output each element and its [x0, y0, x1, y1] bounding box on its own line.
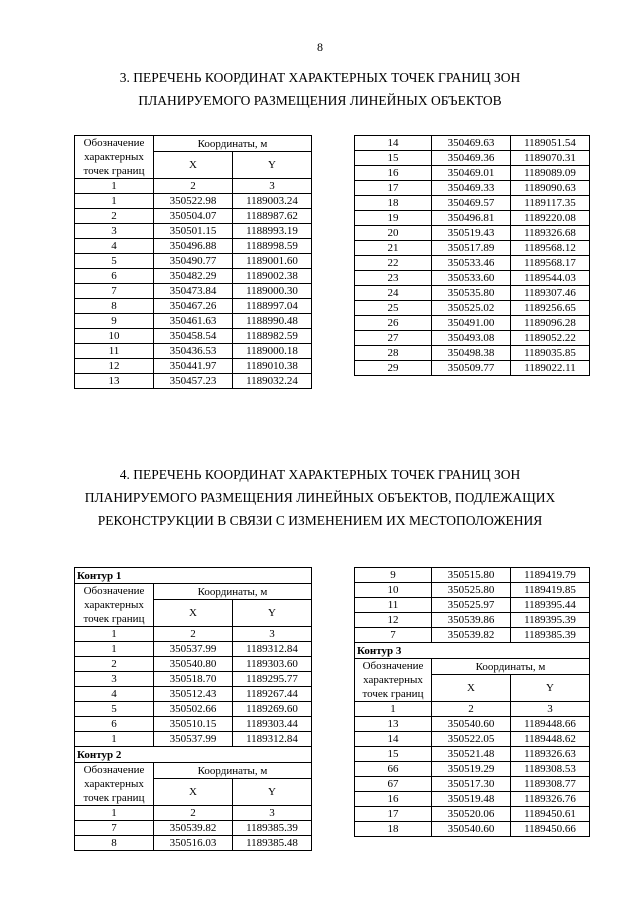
table-row — [355, 747, 590, 762]
table-row — [355, 271, 590, 286]
section3-title-line1: 3. ПЕРЕЧЕНЬ КООРДИНАТ ХАРАКТЕРНЫХ ТОЧЕК ГРАНИЦ ЗОН — [119, 70, 521, 85]
table-row — [355, 717, 590, 732]
y-coordinate-cell: 1189267.44 — [233, 687, 312, 702]
x-coordinate-cell: 350533.46 — [432, 256, 511, 271]
point-id-cell: 25 — [355, 301, 432, 316]
table-row — [355, 762, 590, 777]
point-id-cell: 6 — [75, 717, 154, 732]
point-id-cell: 2 — [75, 657, 154, 672]
table-row — [355, 211, 590, 226]
x-coordinate-cell: 350457.23 — [154, 374, 233, 389]
table-row — [355, 346, 590, 361]
table-row — [75, 299, 312, 314]
point-id-cell: 15 — [355, 151, 432, 166]
c2-header-point-designation — [75, 763, 154, 806]
x-coordinate-cell: 350510.15 — [154, 717, 233, 732]
x-coordinate-cell: 350461.63 — [154, 314, 233, 329]
c2-header-y: Y — [233, 779, 312, 806]
y-coordinate-cell: 1189295.77 — [233, 672, 312, 687]
y-coordinate-cell: 1189326.63 — [511, 747, 590, 762]
x-coordinate-cell: 350498.38 — [432, 346, 511, 361]
x-coordinate-cell: 350501.15 — [154, 224, 233, 239]
table-row — [75, 269, 312, 284]
table-row — [75, 344, 312, 359]
point-id-cell: 12 — [355, 613, 432, 628]
x-coordinate-cell: 350539.82 — [154, 821, 233, 836]
y-coordinate-cell: 1189419.85 — [511, 583, 590, 598]
header-point-designation — [75, 136, 154, 179]
c3-header-point-line1: Обозначение — [362, 660, 424, 672]
x-coordinate-cell: 350493.08 — [432, 331, 511, 346]
header-x: X — [154, 152, 233, 179]
point-id-cell: 8 — [75, 836, 154, 851]
x-coordinate-cell: 350525.97 — [432, 598, 511, 613]
table-row — [75, 732, 312, 747]
c1-header-x: X — [154, 600, 233, 627]
point-id-cell: 29 — [355, 361, 432, 376]
y-coordinate-cell: 1189385.39 — [233, 821, 312, 836]
section4-title-line2: ПЛАНИРУЕМОГО РАЗМЕЩЕНИЯ ЛИНЕЙНЫХ ОБЪЕКТОВ, ПОДЛЕЖАЩИХ — [84, 490, 556, 505]
x-coordinate-cell: 350540.80 — [154, 657, 233, 672]
point-id-cell: 17 — [355, 807, 432, 822]
point-id-cell: 28 — [355, 346, 432, 361]
x-coordinate-cell: 350458.54 — [154, 329, 233, 344]
point-id-cell: 4 — [75, 239, 154, 254]
point-id-cell: 21 — [355, 241, 432, 256]
x-coordinate-cell: 350473.84 — [154, 284, 233, 299]
section4-title-line3: РЕКОНСТРУКЦИИ В СВЯЗИ С ИЗМЕНЕНИЕМ ИХ МЕСТОПОЛОЖЕНИЯ — [97, 513, 543, 528]
y-coordinate-cell: 1189001.60 — [233, 254, 312, 269]
y-coordinate-cell: 1189096.28 — [511, 316, 590, 331]
x-coordinate-cell: 350504.07 — [154, 209, 233, 224]
c3-header-coordinates: Координаты, м — [432, 659, 590, 675]
point-id-cell: 23 — [355, 271, 432, 286]
point-id-cell: 9 — [75, 314, 154, 329]
table-row — [75, 836, 312, 851]
header-coordinates: Координаты, м — [154, 136, 312, 152]
x-coordinate-cell: 350496.81 — [432, 211, 511, 226]
c1-header-point-designation — [75, 584, 154, 627]
y-coordinate-cell: 1189326.76 — [511, 792, 590, 807]
y-coordinate-cell: 1189051.54 — [511, 136, 590, 151]
x-coordinate-cell: 350519.48 — [432, 792, 511, 807]
section3-table-right — [354, 135, 590, 376]
table-row — [75, 284, 312, 299]
y-coordinate-cell: 1189003.24 — [233, 194, 312, 209]
x-coordinate-cell: 350469.01 — [432, 166, 511, 181]
y-coordinate-cell: 1189312.84 — [233, 732, 312, 747]
point-id-cell: 20 — [355, 226, 432, 241]
header-point-line2: характерных — [84, 151, 144, 163]
y-coordinate-cell: 1189385.48 — [233, 836, 312, 851]
x-coordinate-cell: 350502.66 — [154, 702, 233, 717]
x-coordinate-cell: 350517.30 — [432, 777, 511, 792]
point-id-cell: 13 — [75, 374, 154, 389]
y-coordinate-cell: 1189448.62 — [511, 732, 590, 747]
x-coordinate-cell: 350525.80 — [432, 583, 511, 598]
point-id-cell: 7 — [355, 628, 432, 643]
section4-table-left — [74, 567, 312, 851]
section3-title — [0, 66, 640, 112]
y-coordinate-cell: 1189089.09 — [511, 166, 590, 181]
y-coordinate-cell: 1189010.38 — [233, 359, 312, 374]
y-coordinate-cell: 1189448.66 — [511, 717, 590, 732]
point-id-cell: 5 — [75, 702, 154, 717]
y-coordinate-cell: 1189419.79 — [511, 568, 590, 583]
x-coordinate-cell: 350533.60 — [432, 271, 511, 286]
y-coordinate-cell: 1189303.44 — [233, 717, 312, 732]
point-id-cell: 2 — [75, 209, 154, 224]
x-coordinate-cell: 350436.53 — [154, 344, 233, 359]
c2-header-x: X — [154, 779, 233, 806]
c2-header-num-3: 3 — [233, 806, 312, 821]
y-coordinate-cell: 1189117.35 — [511, 196, 590, 211]
table-row — [355, 822, 590, 837]
y-coordinate-cell: 1189090.63 — [511, 181, 590, 196]
c3-header-num-2: 2 — [432, 702, 511, 717]
y-coordinate-cell: 1188982.59 — [233, 329, 312, 344]
c1-header-coordinates: Координаты, м — [154, 584, 312, 600]
y-coordinate-cell: 1189308.77 — [511, 777, 590, 792]
c2-header-point-line1: Обозначение — [83, 764, 145, 776]
header-point-line3: точек границ — [83, 165, 145, 177]
table-row — [75, 702, 312, 717]
point-id-cell: 13 — [355, 717, 432, 732]
y-coordinate-cell: 1189385.39 — [511, 628, 590, 643]
point-id-cell: 16 — [355, 166, 432, 181]
table-row — [355, 777, 590, 792]
header-num-3: 3 — [233, 179, 312, 194]
point-id-cell: 16 — [355, 792, 432, 807]
c2-header-point-line3: точек границ — [83, 792, 145, 804]
point-id-cell: 7 — [75, 284, 154, 299]
x-coordinate-cell: 350517.89 — [432, 241, 511, 256]
section3-table-left — [74, 135, 312, 389]
point-id-cell: 19 — [355, 211, 432, 226]
x-coordinate-cell: 350469.63 — [432, 136, 511, 151]
section4-title — [0, 463, 640, 532]
table-row — [75, 642, 312, 657]
table-row — [355, 331, 590, 346]
x-coordinate-cell: 350521.48 — [432, 747, 511, 762]
c3-header-point-line2: характерных — [363, 674, 423, 686]
point-id-cell: 14 — [355, 732, 432, 747]
table-row — [75, 687, 312, 702]
point-id-cell: 27 — [355, 331, 432, 346]
point-id-cell: 67 — [355, 777, 432, 792]
point-id-cell: 6 — [75, 269, 154, 284]
table-row — [75, 314, 312, 329]
x-coordinate-cell: 350540.60 — [432, 822, 511, 837]
x-coordinate-cell: 350518.70 — [154, 672, 233, 687]
table-row — [75, 657, 312, 672]
point-id-cell: 3 — [75, 672, 154, 687]
table-row — [355, 196, 590, 211]
point-id-cell: 7 — [75, 821, 154, 836]
point-id-cell: 9 — [355, 568, 432, 583]
point-id-cell: 26 — [355, 316, 432, 331]
table-row — [75, 209, 312, 224]
table-row — [75, 717, 312, 732]
contour3-label: Контур 3 — [355, 643, 590, 659]
header-num-1: 1 — [75, 179, 154, 194]
x-coordinate-cell: 350540.60 — [432, 717, 511, 732]
c2-header-num-1: 1 — [75, 806, 154, 821]
y-coordinate-cell: 1189395.44 — [511, 598, 590, 613]
table-row — [355, 792, 590, 807]
point-id-cell: 5 — [75, 254, 154, 269]
table-row — [355, 732, 590, 747]
point-id-cell: 1 — [75, 732, 154, 747]
c3-header-point-line3: точек границ — [362, 688, 424, 700]
point-id-cell: 10 — [75, 329, 154, 344]
table-row — [355, 316, 590, 331]
table-row — [75, 329, 312, 344]
point-id-cell: 11 — [75, 344, 154, 359]
y-coordinate-cell: 1189032.24 — [233, 374, 312, 389]
point-id-cell: 66 — [355, 762, 432, 777]
point-id-cell: 1 — [75, 642, 154, 657]
point-id-cell: 15 — [355, 747, 432, 762]
point-id-cell: 22 — [355, 256, 432, 271]
section4-title-line1: 4. ПЕРЕЧЕНЬ КООРДИНАТ ХАРАКТЕРНЫХ ТОЧЕК ГРАНИЦ ЗОН — [119, 467, 521, 482]
c1-header-num-3: 3 — [233, 627, 312, 642]
table-row — [355, 301, 590, 316]
c3-header-num-3: 3 — [511, 702, 590, 717]
y-coordinate-cell: 1189326.68 — [511, 226, 590, 241]
y-coordinate-cell: 1188997.04 — [233, 299, 312, 314]
table-row — [355, 286, 590, 301]
table-row — [355, 256, 590, 271]
x-coordinate-cell: 350537.99 — [154, 732, 233, 747]
table-row — [355, 166, 590, 181]
x-coordinate-cell: 350469.36 — [432, 151, 511, 166]
table-row — [355, 583, 590, 598]
x-coordinate-cell: 350516.03 — [154, 836, 233, 851]
table-row — [355, 181, 590, 196]
x-coordinate-cell: 350509.77 — [432, 361, 511, 376]
point-id-cell: 1 — [75, 194, 154, 209]
c3-header-x: X — [432, 675, 511, 702]
c1-header-y: Y — [233, 600, 312, 627]
point-id-cell: 14 — [355, 136, 432, 151]
header-y: Y — [233, 152, 312, 179]
y-coordinate-cell: 1189256.65 — [511, 301, 590, 316]
y-coordinate-cell: 1189035.85 — [511, 346, 590, 361]
y-coordinate-cell: 1189312.84 — [233, 642, 312, 657]
x-coordinate-cell: 350512.43 — [154, 687, 233, 702]
table-row — [75, 672, 312, 687]
point-id-cell: 10 — [355, 583, 432, 598]
point-id-cell: 4 — [75, 687, 154, 702]
y-coordinate-cell: 1189000.30 — [233, 284, 312, 299]
x-coordinate-cell: 350496.88 — [154, 239, 233, 254]
y-coordinate-cell: 1189395.39 — [511, 613, 590, 628]
point-id-cell: 18 — [355, 822, 432, 837]
table-row — [355, 361, 590, 376]
x-coordinate-cell: 350469.57 — [432, 196, 511, 211]
x-coordinate-cell: 350525.02 — [432, 301, 511, 316]
y-coordinate-cell: 1189568.12 — [511, 241, 590, 256]
c3-header-num-1: 1 — [355, 702, 432, 717]
point-id-cell: 18 — [355, 196, 432, 211]
table-row — [355, 613, 590, 628]
y-coordinate-cell: 1189308.53 — [511, 762, 590, 777]
y-coordinate-cell: 1189568.17 — [511, 256, 590, 271]
table-row — [75, 239, 312, 254]
x-coordinate-cell: 350535.80 — [432, 286, 511, 301]
y-coordinate-cell: 1189002.38 — [233, 269, 312, 284]
point-id-cell: 24 — [355, 286, 432, 301]
table-row — [75, 224, 312, 239]
table-row — [355, 151, 590, 166]
table-row — [355, 568, 590, 583]
table-row — [75, 254, 312, 269]
y-coordinate-cell: 1189220.08 — [511, 211, 590, 226]
table-row — [75, 194, 312, 209]
c1-header-point-line1: Обозначение — [83, 585, 145, 597]
table-row — [355, 628, 590, 643]
c1-header-num-1: 1 — [75, 627, 154, 642]
x-coordinate-cell: 350522.05 — [432, 732, 511, 747]
point-id-cell: 3 — [75, 224, 154, 239]
y-coordinate-cell: 1188998.59 — [233, 239, 312, 254]
c1-header-point-line2: характерных — [84, 599, 144, 611]
y-coordinate-cell: 1189000.18 — [233, 344, 312, 359]
x-coordinate-cell: 350469.33 — [432, 181, 511, 196]
point-id-cell: 11 — [355, 598, 432, 613]
section4-table-right — [354, 567, 590, 837]
c3-header-point-designation — [355, 659, 432, 702]
table-row — [75, 359, 312, 374]
contour1-label: Контур 1 — [75, 568, 312, 584]
section3-title-line2: ПЛАНИРУЕМОГО РАЗМЕЩЕНИЯ ЛИНЕЙНЫХ ОБЪЕКТОВ — [138, 93, 502, 108]
c2-header-num-2: 2 — [154, 806, 233, 821]
table-row — [75, 821, 312, 836]
x-coordinate-cell: 350491.00 — [432, 316, 511, 331]
x-coordinate-cell: 350515.80 — [432, 568, 511, 583]
table-row — [355, 598, 590, 613]
y-coordinate-cell: 1189450.66 — [511, 822, 590, 837]
table-row — [355, 807, 590, 822]
c1-header-point-line3: точек границ — [83, 613, 145, 625]
y-coordinate-cell: 1189269.60 — [233, 702, 312, 717]
c2-header-coordinates: Координаты, м — [154, 763, 312, 779]
x-coordinate-cell: 350482.29 — [154, 269, 233, 284]
point-id-cell: 17 — [355, 181, 432, 196]
table-row — [355, 136, 590, 151]
c2-header-point-line2: характерных — [84, 778, 144, 790]
page-number: 8 — [317, 40, 323, 54]
point-id-cell: 8 — [75, 299, 154, 314]
contour2-label: Контур 2 — [75, 747, 312, 763]
c3-header-y: Y — [511, 675, 590, 702]
y-coordinate-cell: 1189052.22 — [511, 331, 590, 346]
y-coordinate-cell: 1188993.19 — [233, 224, 312, 239]
y-coordinate-cell: 1189544.03 — [511, 271, 590, 286]
header-point-line1: Обозначение — [83, 137, 145, 149]
point-id-cell: 12 — [75, 359, 154, 374]
x-coordinate-cell: 350490.77 — [154, 254, 233, 269]
y-coordinate-cell: 1189303.60 — [233, 657, 312, 672]
x-coordinate-cell: 350522.98 — [154, 194, 233, 209]
y-coordinate-cell: 1189022.11 — [511, 361, 590, 376]
x-coordinate-cell: 350539.86 — [432, 613, 511, 628]
table-row — [355, 241, 590, 256]
x-coordinate-cell: 350467.26 — [154, 299, 233, 314]
y-coordinate-cell: 1189450.61 — [511, 807, 590, 822]
x-coordinate-cell: 350441.97 — [154, 359, 233, 374]
x-coordinate-cell: 350519.43 — [432, 226, 511, 241]
header-num-2: 2 — [154, 179, 233, 194]
table-row — [75, 374, 312, 389]
x-coordinate-cell: 350539.82 — [432, 628, 511, 643]
y-coordinate-cell: 1188990.48 — [233, 314, 312, 329]
y-coordinate-cell: 1189070.31 — [511, 151, 590, 166]
x-coordinate-cell: 350537.99 — [154, 642, 233, 657]
x-coordinate-cell: 350519.29 — [432, 762, 511, 777]
y-coordinate-cell: 1189307.46 — [511, 286, 590, 301]
c1-header-num-2: 2 — [154, 627, 233, 642]
x-coordinate-cell: 350520.06 — [432, 807, 511, 822]
y-coordinate-cell: 1188987.62 — [233, 209, 312, 224]
table-row — [355, 226, 590, 241]
